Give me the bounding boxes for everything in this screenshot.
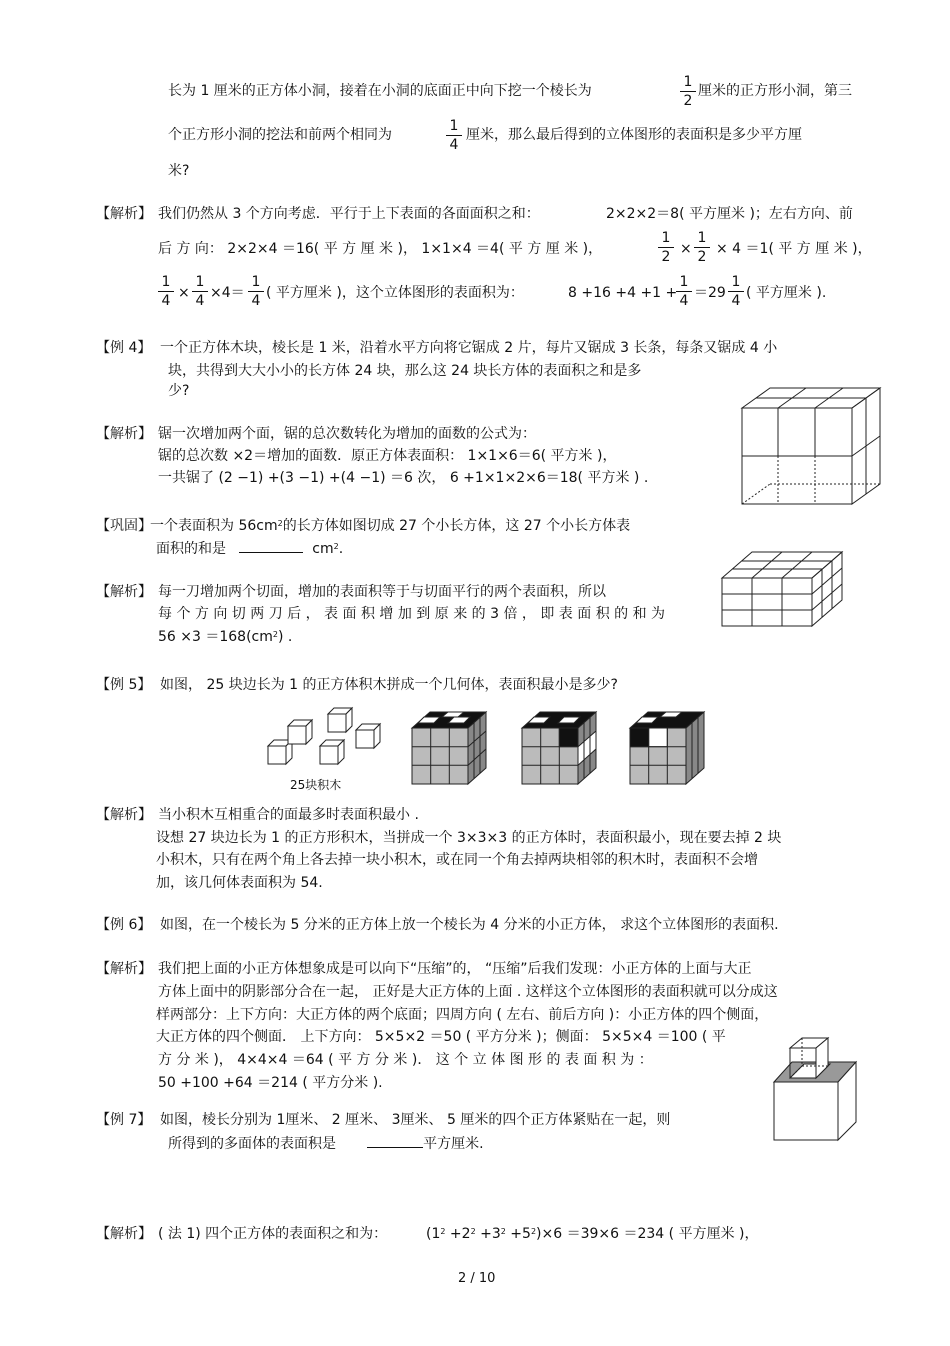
solg-line-1: 每一刀增加两个切面，增加的表面积等于与切面平行的两个表面积，所以 — [158, 584, 606, 600]
example-tag: 【例 6】 — [96, 917, 152, 933]
consolidation-tag: 【巩固】 — [96, 518, 152, 534]
sol1-times: × — [178, 285, 190, 301]
gonggu-line-1: 一个表面积为 $56cm^2$的长方体如图切成 27 个小长方体，这 27 个小长方体表 — [150, 518, 631, 534]
solg-line-2: 每 个 方 向 切 两 刀 后 ， 表 面 积 增 加 到 原 来 的 3 倍 ， 即 表 面 积 的 和 为 — [158, 606, 666, 622]
ex5-line-1: 如图， 25 块边长为 1 的正方体积木拼成一个几何体，表面积最小是多少? — [160, 677, 618, 693]
intro-line-2: 个正方形小洞的挖法和前两个相同为 — [168, 127, 392, 143]
intro-line-2-end: 厘米，那么最后得到的立体图形的表面积是多少平方厘 — [466, 127, 802, 143]
sol6-line-1: 我们把上面的小正方体想象成是可以向下“压缩”的， “压缩”后我们发现：小正方体的上面与大正 — [158, 961, 752, 977]
sol1-fraction: 1 4 — [676, 274, 692, 309]
sol6-line-5: 方 分 米 )， 4×4×4 ＝64 ( 平 方 分 米 )． 这 个 立 体 图 形 的 表 面 积 为 ： — [158, 1052, 653, 1068]
sol1-line-3: ×4＝ — [210, 285, 245, 301]
sol4-line-2: 锯的总次数 ×2＝增加的面数．原正方体表面积： 1×1×6＝6( 平方米 )， — [158, 448, 617, 464]
sol7-formula: $(1^2 +2^2 +3^2 +5^2)\times 6 =39\times 6 =234$ ( 平方厘米 )， — [426, 1226, 759, 1242]
intro-line-1: 长为 1 厘米的正方体小洞，接着在小洞的底面正中向下挖一个棱长为 — [168, 83, 592, 99]
sol6-line-6: 50 +100 +64 ＝214 ( 平方分米 ). — [158, 1075, 383, 1091]
sol1-line-3-mid: ( 平方厘米 )，这个立体图形的表面积为： — [266, 285, 524, 301]
cuboid-27-figure — [718, 548, 846, 632]
intro-line-1-end: 厘米的正方形小洞，第三 — [698, 83, 852, 99]
sol6-line-2: 方体上面中的阴影部分合在一起， 正好是大正方体的上面 . 这样这个立体图形的表面积就可以分成这 — [158, 984, 778, 1000]
solution-tag: 【解析】 — [96, 584, 152, 600]
sol1-fraction: 1 4 — [728, 274, 744, 309]
gonggu-line-2: 面积的和是 $cm^2$. — [156, 541, 344, 557]
page-number: 2 / 10 — [458, 1271, 496, 1286]
sol1-fraction: 1 4 — [158, 274, 174, 309]
stacked-cubes-figure — [770, 1036, 860, 1144]
solution-tag: 【解析】 — [96, 206, 152, 222]
sol1-fraction: 1 2 — [658, 230, 674, 265]
sol1-fraction: 1 4 — [192, 274, 208, 309]
ex7-line-1: 如图，棱长分别为 1厘米、 2 厘米、 3厘米、 5 厘米的四个正方体紧贴在一起，则 — [160, 1112, 671, 1128]
sol1-line-1: 我们仍然从 3 个方向考虑．平行于上下表面的各面面积之和： — [158, 206, 540, 222]
solution-tag: 【解析】 — [96, 1226, 152, 1242]
figure-caption: 25块积木 — [290, 778, 342, 792]
sol1-times: × — [680, 241, 692, 257]
fraction-quarter: 1 4 — [446, 118, 462, 153]
cube-figure-3 — [626, 708, 708, 788]
example-tag: 【例 4】 — [96, 340, 152, 356]
ex6-line-1: 如图，在一个棱长为 5 分米的正方体上放一个棱长为 4 分米的小正方体， 求这个立体图形的表面积. — [160, 917, 779, 933]
ex4-line-2: 块，共得到大大小小的长方体 24 块，那么这 24 块长方体的表面积之和是多 — [168, 363, 642, 379]
ex4-line-1: 一个正方体木块，棱长是 1 米，沿着水平方向将它锯成 2 片，每片又锯成 3 长条，每条又锯成 4 小 — [160, 340, 778, 356]
sol7-line-1: ( 法 1) 四个正方体的表面积之和为： — [158, 1226, 388, 1242]
sol1-line-3-end: ( 平方厘米 ). — [746, 285, 827, 301]
solution-tag: 【解析】 — [96, 961, 152, 977]
sol4-line-3: 一共锯了 (2 −1) +(3 −1) +(4 −1) ＝6 次， 6 +1×1×2×6＝18( 平方米 ) . — [158, 470, 649, 486]
cube-figure-2 — [518, 708, 600, 788]
example-tag: 【例 5】 — [96, 677, 152, 693]
sol5-line-4: 加，该几何体表面积为 54. — [156, 875, 323, 891]
sol5-line-2: 设想 27 块边长为 1 的正方形积木，当拼成一个 3×3×3 的正方体时，表面积最小，现在要去掉 2 块 — [156, 830, 782, 846]
solution-tag: 【解析】 — [96, 807, 152, 823]
loose-blocks-figure — [262, 704, 386, 770]
answer-blank[interactable] — [367, 1147, 423, 1148]
sol1-line-2: 后 方 向： 2×2×4 ＝16( 平 方 厘 米 )， 1×1×4 ＝4( 平 方 厘 米 )， — [158, 241, 603, 257]
sol6-line-3: 样两部分：上下方向：大正方体的两个底面；四周方向 ( 左右、前后方向 )：小正方体的四个侧面， — [156, 1007, 769, 1023]
sol5-line-1: 当小积木互相重合的面最多时表面积最小 . — [158, 807, 419, 823]
cut-cube-figure — [736, 384, 886, 508]
sol1-fraction: 1 4 — [248, 274, 264, 309]
sol5-line-3: 小积木，只有在两个角上各去掉一块小积木，或在同一个角去掉两块相邻的积木时，表面积不会增 — [156, 852, 758, 868]
solg-line-3: $56 \times 3 =168(cm^2)$ . — [158, 629, 293, 645]
sol6-line-4: 大正方体的四个侧面． 上下方向： 5×5×2 ＝50 ( 平方分米 )；侧面： 5×5×4 ＝100 ( 平 — [156, 1029, 726, 1045]
sol1-line-1-end: 2×2×2＝8( 平方厘米 )；左右方向、前 — [606, 206, 853, 222]
ex4-line-3: 少? — [168, 383, 190, 399]
sol4-line-1: 锯一次增加两个面，锯的总次数转化为增加的面数的公式为： — [158, 426, 536, 442]
sol1-line-2-end: × 4 ＝1( 平 方 厘 米 )， — [716, 241, 872, 257]
fraction-half: 1 2 — [680, 74, 696, 109]
ex7-line-2: 所得到的多面体的表面积是 平方厘米. — [168, 1136, 484, 1152]
answer-blank[interactable] — [239, 552, 303, 553]
cube-figure-1 — [408, 708, 490, 788]
example-tag: 【例 7】 — [96, 1112, 152, 1128]
sol1-fraction: 1 2 — [694, 230, 710, 265]
sol1-line-3-sum: 8 +16 +4 +1 + — [568, 285, 678, 301]
intro-line-3: 米? — [168, 163, 190, 179]
sol1-result: ＝29 — [694, 285, 726, 301]
solution-tag: 【解析】 — [96, 426, 152, 442]
